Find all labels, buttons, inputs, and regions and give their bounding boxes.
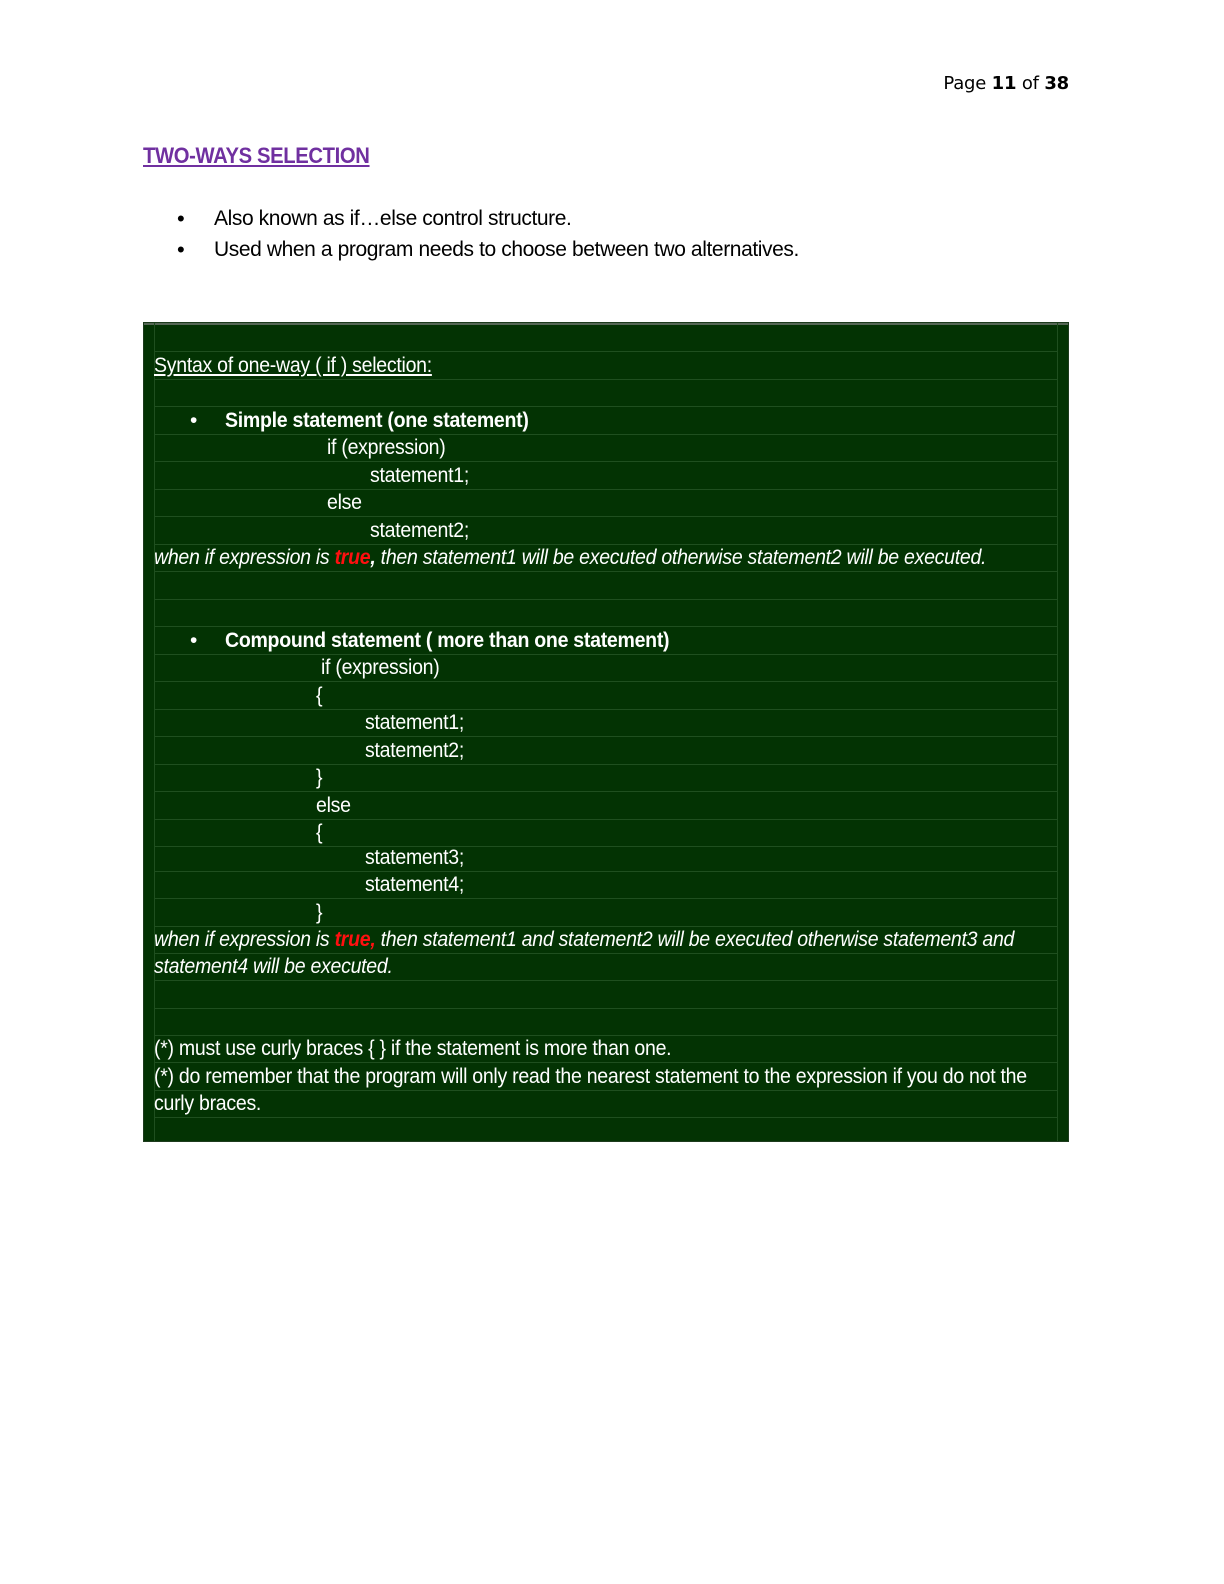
panel-row: [154, 352, 1058, 380]
intro-bullet-list: [177, 203, 799, 265]
panel-row: [154, 1063, 1058, 1091]
code-line: statement3;: [365, 846, 464, 869]
panel-row: [154, 737, 1058, 765]
panel-row: [154, 792, 1058, 820]
intro-bullet: • Also known as if…else control structure.: [177, 203, 799, 234]
code-line: }: [316, 766, 323, 789]
panel-row: [154, 1008, 1058, 1036]
panel-row: [154, 324, 1058, 352]
panel-row: [154, 764, 1058, 792]
panel-row: [154, 844, 1058, 872]
page-label: Page: [943, 73, 987, 94]
page-of: of: [1021, 73, 1039, 94]
panel-row: [154, 953, 1058, 981]
code-line: statement2;: [365, 739, 464, 762]
compound-statement-label: Compound statement ( more than one statement): [225, 629, 670, 652]
panel-row: [154, 654, 1058, 682]
code-line: {: [316, 684, 323, 707]
page-current: 11: [991, 73, 1017, 94]
bullet-icon: •: [190, 409, 198, 432]
true-keyword: true: [334, 546, 371, 569]
page-total: 38: [1044, 73, 1069, 94]
bullet-icon: •: [177, 206, 185, 231]
simple-note: when if expression is true, then statement1 will be executed otherwise statement2 will be executed.: [154, 546, 987, 569]
code-line: else: [327, 491, 362, 514]
panel-row: [154, 544, 1058, 572]
code-line: if (expression): [327, 436, 446, 459]
panel-row: [154, 1035, 1058, 1063]
intro-bullet: • Used when a program needs to choose between two alternatives.: [177, 234, 799, 265]
panel-row: [154, 819, 1058, 847]
panel-row: [154, 709, 1058, 737]
panel-row: [154, 981, 1058, 1009]
code-line: statement4;: [365, 873, 464, 896]
panel-row: [154, 407, 1058, 435]
simple-statement-label: Simple statement (one statement): [225, 409, 529, 432]
panel-row: [154, 899, 1058, 927]
panel-row: [154, 871, 1058, 899]
code-line: statement1;: [370, 464, 469, 487]
panel-row: [154, 517, 1058, 545]
code-line: statement2;: [370, 519, 469, 542]
panel-row: [154, 627, 1058, 655]
true-keyword: true,: [334, 928, 376, 951]
panel-row: [154, 682, 1058, 710]
syntax-panel: [143, 322, 1069, 1142]
panel-row: [154, 926, 1058, 954]
panel-row: [154, 599, 1058, 627]
panel-row: [154, 1090, 1058, 1118]
code-line: if (expression): [321, 656, 440, 679]
code-line: else: [316, 794, 351, 817]
panel-title: Syntax of one-way ( if ) selection:: [154, 354, 432, 377]
code-line: }: [316, 901, 323, 924]
remark-line: (*) do remember that the program will only read the nearest statement to the expression if you do not the: [154, 1065, 1027, 1088]
bullet-icon: •: [190, 629, 198, 652]
remark-line: (*) must use curly braces { } if the statement is more than one.: [154, 1037, 672, 1060]
compound-note: when if expression is true, then statement1 and statement2 will be executed otherwise statement3 and: [154, 928, 1015, 951]
code-line: {: [316, 821, 323, 844]
page-number: [943, 73, 1069, 94]
compound-note-cont: statement4 will be executed.: [154, 955, 393, 978]
panel-row: [154, 489, 1058, 517]
panel-row: [154, 434, 1058, 462]
panel-row: [154, 572, 1058, 600]
section-heading: TWO-WAYS SELECTION: [143, 143, 370, 168]
bullet-icon: •: [177, 237, 185, 262]
panel-row: [154, 462, 1058, 490]
panel-row: [154, 379, 1058, 407]
code-line: statement1;: [365, 711, 464, 734]
remark-line: curly braces.: [154, 1092, 262, 1115]
